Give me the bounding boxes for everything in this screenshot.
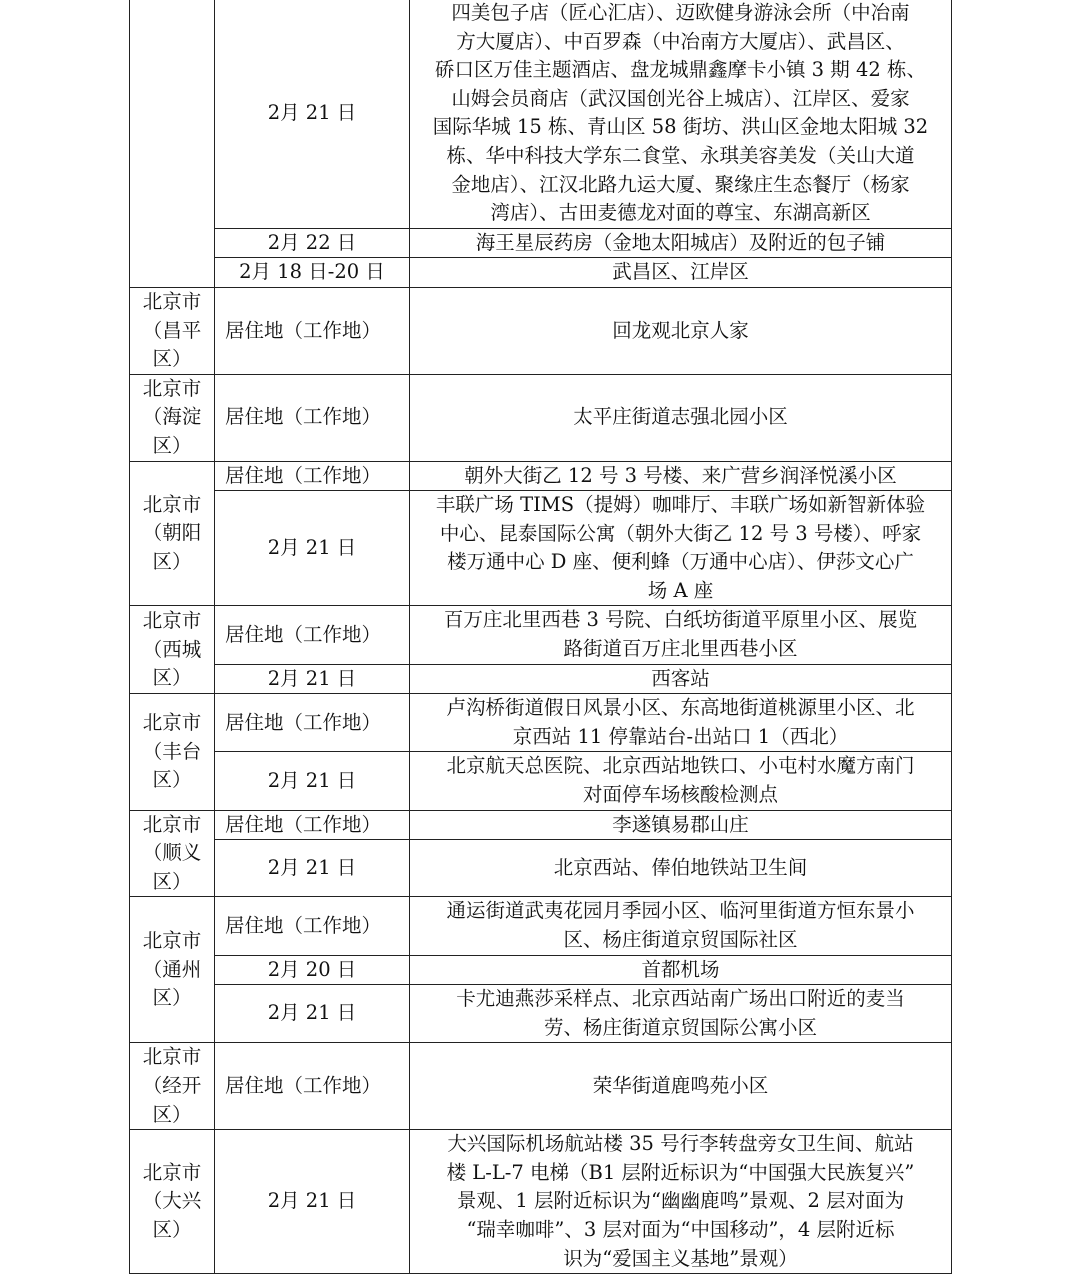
city-line: 北京市 — [142, 711, 202, 735]
table-row — [130, 985, 952, 1043]
city-line: 区） — [152, 869, 192, 893]
category-cell: 居住地（工作地） — [215, 606, 410, 664]
city-line: 区） — [152, 768, 192, 792]
places-cell — [410, 810, 952, 840]
city-line: （海淀 — [142, 405, 202, 429]
table-row — [130, 228, 952, 258]
places-line: 通运街道武夷花园月季园小区、临河里街道方恒东景小 — [446, 899, 915, 923]
places-line: 对面停车场核酸检测点 — [582, 783, 778, 807]
places-cell — [410, 606, 952, 664]
city-cell — [130, 606, 215, 694]
category-cell: 居住地（工作地） — [215, 897, 410, 955]
places-line: 方大厦店）、中百罗森（中冶南方大厦店）、武昌区、 — [456, 29, 905, 53]
places-line: 国际华城 15 栋、青山区 58 街坊、洪山区金地太阳城 32 — [432, 115, 929, 139]
city-line: （通州 — [142, 957, 202, 981]
places-line: 李遂镇易郡山庄 — [612, 812, 749, 836]
places-line: 武昌区、江岸区 — [612, 260, 749, 284]
date-cell: 2月 21 日 — [215, 491, 410, 606]
category-cell: 居住地（工作地） — [215, 287, 410, 374]
city-cell — [130, 287, 215, 374]
date-cell: 2月 22 日 — [215, 228, 410, 258]
city-line: （丰台 — [142, 739, 202, 763]
date-cell: 2月 20 日 — [215, 955, 410, 985]
places-line: 栋、华中科技大学东二食堂、永琪美容美发（关山大道 — [446, 143, 915, 167]
date-cell: 2月 21 日 — [215, 1130, 410, 1274]
city-line: 北京市 — [142, 812, 202, 836]
city-cell — [130, 461, 215, 606]
city-line: （顺义 — [142, 841, 202, 865]
table-row — [130, 897, 952, 955]
places-line: 西客站 — [651, 666, 710, 690]
city-cell — [130, 374, 215, 461]
places-cell — [410, 1130, 952, 1274]
city-cell — [130, 1130, 215, 1274]
places-line: 京西站 11 停靠站台-出站口 1（西北） — [512, 724, 849, 748]
places-cell — [410, 694, 952, 752]
places-cell — [410, 985, 952, 1043]
city-line: 区） — [152, 433, 192, 457]
places-cell — [410, 374, 952, 461]
places-line: 楼万通中心 D 座、便利蜂（万通中心店）、伊莎文心广 — [447, 550, 914, 574]
places-line: 湾店）、古田麦德龙对面的尊宝、东湖高新区 — [490, 201, 871, 225]
table-row — [130, 287, 952, 374]
category-cell: 居住地（工作地） — [215, 694, 410, 752]
places-line: 朝外大街乙 12 号 3 号楼、来广营乡润泽悦溪小区 — [464, 463, 897, 487]
city-cell — [130, 694, 215, 810]
city-line: （西城 — [142, 637, 202, 661]
places-cell — [410, 752, 952, 810]
category-cell: 居住地（工作地） — [215, 374, 410, 461]
city-line: 北京市 — [142, 1160, 202, 1184]
date-cell: 2月 21 日 — [215, 840, 410, 897]
table-row — [130, 461, 952, 491]
places-cell — [410, 664, 952, 694]
table-row — [130, 1043, 952, 1130]
places-line: 大兴国际机场航站楼 35 号行李转盘旁女卫生间、航站 — [447, 1132, 914, 1156]
table-row — [130, 840, 952, 897]
places-line: 景观、1 层附近标识为“幽幽鹿鸣”景观、2 层对面为 — [456, 1189, 905, 1213]
city-line: 区） — [152, 986, 192, 1010]
places-line: 场 A 座 — [647, 578, 714, 602]
table-row — [130, 694, 952, 752]
exposure-locations-table — [129, 0, 952, 1274]
city-cell — [130, 897, 215, 1043]
city-line: （昌平 — [142, 318, 202, 342]
places-line: 四美包子店（匠心汇店）、迈欧健身游泳会所（中冶南 — [451, 1, 910, 24]
table-row — [130, 1130, 952, 1274]
places-line: 首都机场 — [641, 957, 720, 981]
places-line: 回龙观北京人家 — [612, 318, 749, 342]
city-line: 北京市 — [142, 608, 202, 632]
places-line: 中心、昆泰国际公寓（朝外大街乙 12 号 3 号楼）、呼家 — [439, 521, 922, 545]
date-cell: 2月 21 日 — [215, 664, 410, 694]
places-line: 识为“爱国主义基地”景观） — [563, 1246, 798, 1270]
places-line: 劳、杨庄街道京贸国际公寓小区 — [543, 1015, 817, 1039]
places-cell — [410, 228, 952, 258]
table-row — [130, 810, 952, 840]
places-line: 丰联广场 TIMS（提姆）咖啡厅、丰联广场如新智新体验 — [435, 493, 926, 517]
places-line: 卢沟桥街道假日风景小区、东高地街道桃源里小区、北 — [446, 696, 915, 720]
places-line: 荣华街道鹿鸣苑小区 — [592, 1073, 769, 1097]
places-cell — [410, 840, 952, 897]
date-cell: 2月 18 日-20 日 — [215, 258, 410, 288]
places-cell — [410, 897, 952, 955]
places-line: 区、杨庄街道京贸国际社区 — [563, 928, 798, 951]
places-line: 路街道百万庄北里西巷小区 — [563, 637, 798, 661]
city-cell — [130, 1043, 215, 1130]
city-line: 区） — [152, 1102, 192, 1126]
table-row — [130, 606, 952, 664]
places-line: 北京航天总医院、北京西站地铁口、小屯村水魔方南门 — [446, 754, 915, 778]
places-cell — [410, 955, 952, 985]
places-line: 金地店）、江汉北路九运大厦、聚缘庄生态餐厅（杨家 — [451, 172, 910, 196]
table-row — [130, 491, 952, 606]
city-line: （大兴 — [142, 1189, 202, 1213]
city-cell — [130, 0, 215, 287]
places-line: 太平庄街道志强北园小区 — [573, 405, 788, 429]
places-line: 楼 L-L-7 电梯（B1 层附近标识为“中国强大民族复兴” — [446, 1160, 915, 1184]
places-cell — [410, 1043, 952, 1130]
places-line: 北京西站、俸伯地铁站卫生间 — [553, 856, 808, 880]
places-cell — [410, 258, 952, 288]
places-line: 山姆会员商店（武汉国创光谷上城店）、江岸区、爱家 — [451, 86, 910, 110]
date-cell: 2月 21 日 — [215, 752, 410, 810]
category-cell: 居住地（工作地） — [215, 810, 410, 840]
places-line: 卡尤迪燕莎采样点、北京西站南广场出口附近的麦当 — [456, 987, 905, 1011]
table-row — [130, 752, 952, 810]
city-line: 北京市 — [142, 376, 202, 400]
table-row — [130, 374, 952, 461]
city-line: 区） — [152, 666, 192, 690]
city-line: 区） — [152, 549, 192, 573]
table-row — [130, 664, 952, 694]
city-line: 北京市 — [142, 929, 202, 952]
city-line: 北京市 — [142, 492, 202, 516]
table-row — [130, 258, 952, 288]
category-cell: 居住地（工作地） — [215, 461, 410, 491]
places-cell — [410, 491, 952, 606]
table-row — [130, 0, 952, 228]
places-line: 硚口区万佳主题酒店、盘龙城鼎鑫摩卡小镇 3 期 42 栋、 — [434, 58, 926, 82]
places-cell — [410, 461, 952, 491]
places-line: “瑞幸咖啡”、3 层对面为“中国移动”，4 层附近标 — [466, 1217, 895, 1241]
places-line: 海王星辰药房（金地太阳城店）及附近的包子铺 — [475, 230, 886, 254]
city-cell — [130, 810, 215, 897]
places-cell — [410, 0, 952, 228]
table-row — [130, 955, 952, 985]
places-cell — [410, 287, 952, 374]
places-line: 百万庄北里西巷 3 号院、白纸坊街道平原里小区、展览 — [443, 608, 918, 632]
city-line: （朝阳 — [142, 521, 202, 545]
date-cell: 2月 21 日 — [215, 0, 410, 228]
city-line: 区） — [152, 1217, 192, 1241]
city-line: 区） — [152, 347, 192, 371]
category-cell: 居住地（工作地） — [215, 1043, 410, 1130]
city-line: （经开 — [142, 1073, 202, 1097]
date-cell: 2月 21 日 — [215, 985, 410, 1043]
city-line: 北京市 — [142, 1045, 202, 1069]
city-line: 北京市 — [142, 289, 202, 313]
